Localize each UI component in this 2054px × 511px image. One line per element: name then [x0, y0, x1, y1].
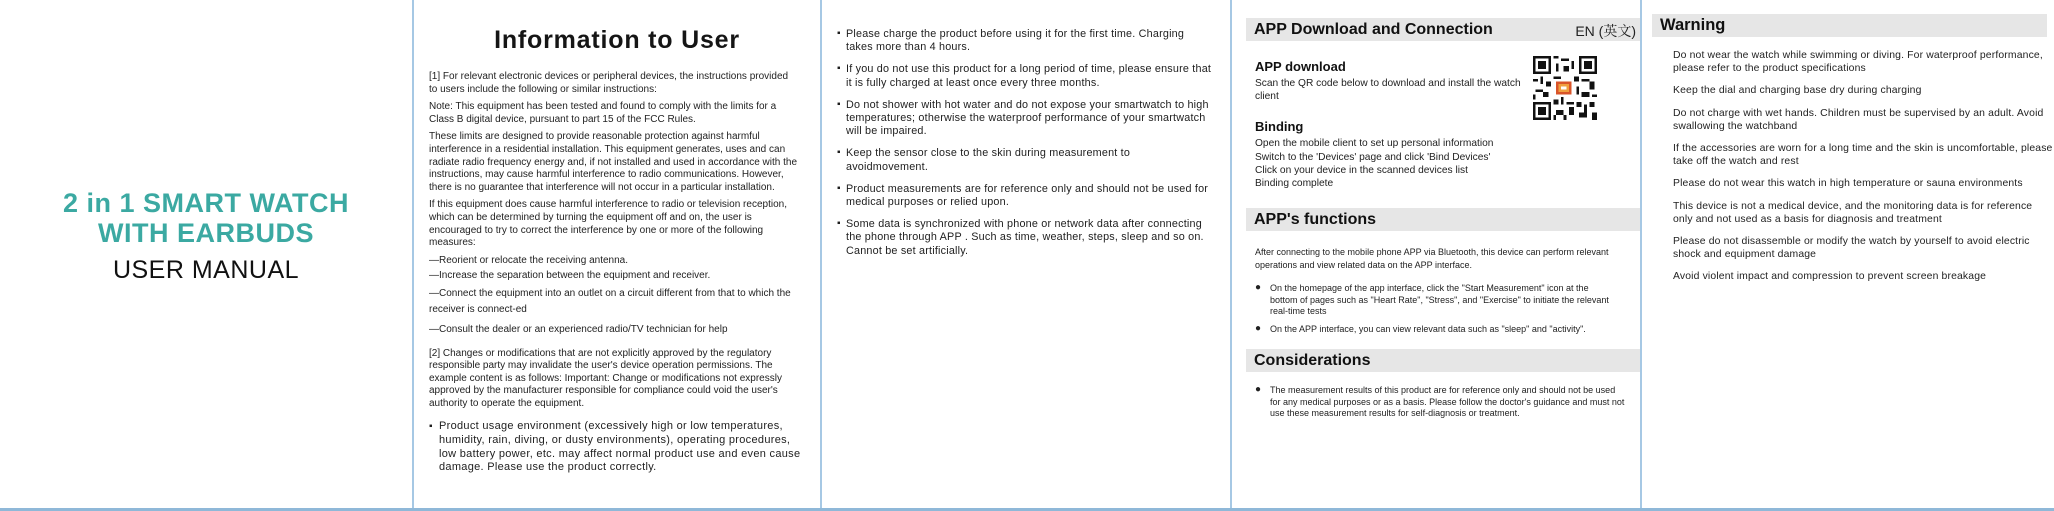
binding-step: Open the mobile client to set up personal information — [1255, 138, 1494, 150]
info-panel — [414, 0, 820, 508]
download-heading: APP download — [1255, 59, 1346, 74]
bullet-icon: ▪ — [837, 28, 841, 39]
bullet-icon: ▪ — [837, 147, 841, 159]
functions-header — [1246, 208, 1640, 231]
note-text: If you do not use this product for a long period of time, please ensure that it is fully charged at least once every three months. — [846, 63, 1212, 89]
bullet-icon: ● — [1255, 322, 1262, 334]
bullet-icon: ▪ — [837, 63, 841, 75]
considerations-header — [1246, 349, 1640, 372]
measure-item: —Increase the separation between the equipment and receiver. — [429, 270, 711, 282]
info-heading: Information to User — [494, 26, 740, 54]
note-text: Some data is synchronized with phone or network data after connecting the phone through APP . Such as time, weather, steps, sleep and so on. Cannot be set artificially. — [846, 218, 1204, 257]
warning-item: Do not charge with wet hands. Children must be supervised by an adult. Avoid swallowing the watchband — [1673, 107, 2044, 132]
cover-panel — [0, 0, 412, 508]
warning-item: Please do not wear this watch in high temperature or sauna environments — [1673, 178, 2023, 190]
warning-item: If the accessories are worn for a long time and the skin is uncomfortable, please take off the watch and rest — [1673, 143, 2053, 168]
language-label: EN (英文) — [1575, 23, 1636, 39]
warning-list — [1652, 49, 2054, 284]
download-text: Scan the QR code below to download and install the watch client — [1255, 78, 1521, 103]
note-item — [837, 147, 1212, 173]
binding-step: Switch to the 'Devices' page and click 'Bind Devices' — [1255, 151, 1491, 163]
bullet-icon: ▪ — [837, 182, 841, 194]
note-text: Product measurements are for reference only and should not be used for medical purposes or relied upon. — [846, 182, 1209, 209]
functions-bullet-text: On the APP interface, you can view relevant data such as "sleep" and "activity". — [1270, 323, 1586, 334]
qr-code-icon[interactable] — [1533, 56, 1597, 120]
app-panel — [1232, 0, 1640, 508]
note-item — [837, 218, 1212, 258]
usage-note — [429, 420, 804, 474]
warning-item: Do not wear the watch while swimming or diving. For waterproof performance, please refer to the product specifications — [1673, 50, 2043, 75]
info-para-3: These limits are designed to provide reasonable protection against harmful interference in a residential installation. This equipment generates, uses and can radiate radio frequency energy and, if not installed and used in accordance with the instructions, may cause harmful interference to radio communications. However, there is no guarantee that interference will not occur in a particular installation. — [429, 131, 798, 193]
measure-item: —Reorient or relocate the receiving antenna. — [429, 254, 629, 266]
cover-subtitle: USER MANUAL — [112, 256, 300, 284]
functions-bullet — [1255, 283, 1615, 318]
considerations-text: The measurement results of this product are for reference only and should not be used for any medical purposes or as a basis. Please follow the doctor's guidance and must not use these measurement results for self-diagnosis or treatment. — [1270, 385, 1625, 419]
functions-bullet — [1255, 324, 1615, 336]
bullet-icon: ● — [1255, 282, 1262, 294]
binding-step: Binding complete — [1255, 178, 1334, 190]
bullet-icon: ● — [1255, 384, 1262, 396]
cover-title — [0, 188, 412, 248]
binding-step: Click on your device in the scanned devices list — [1255, 164, 1468, 176]
usage-note-text: Product usage environment (excessively high or low temperatures, humidity, rain, diving, or dusty environments), operating procedures, low battery power, etc. may affect normal product use and even cause damage. Please use the product correctly. — [439, 420, 801, 474]
note-item — [837, 183, 1212, 209]
note-item — [837, 63, 1212, 89]
info-para-1: [1] For relevant electronic devices or peripheral devices, the instructions provided to users include the following or similar instructions: — [429, 71, 789, 95]
note-item — [837, 99, 1212, 139]
app-section-title: APP Download and Connection — [1254, 21, 1493, 38]
functions-bullet-text: On the homepage of the app interface, click the "Start Measurement" icon at the bottom of pages such as "Heart Rate", "Stress", and "Exercise" to initiate the relevant real-time tests — [1270, 283, 1609, 317]
note-text: Please charge the product before using it for the first time. Charging takes more than 4 hours. — [846, 28, 1185, 54]
warning-item: Keep the dial and charging base dry during charging — [1673, 85, 1922, 97]
warning-header — [1652, 14, 2047, 37]
warning-item: This device is not a medical device, and the monitoring data is for reference only and not used as a basis for diagnosis and treatment — [1673, 200, 2033, 225]
warning-item: Avoid violent impact and compression to prevent screen breakage — [1673, 271, 1987, 283]
info-para-2: Note: This equipment has been tested and found to comply with the limits for a Class B digital device, pursuant to part 15 of the FCC Rules. — [429, 101, 777, 125]
binding-heading: Binding — [1255, 119, 1304, 135]
info-para-5: [2] Changes or modifications that are not explicitly approved by the regulatory responsible party may invalidate the user's device operation permissions. The example content is as follows: Important: Change or modifications not expressly approved by the manufacturer responsible for compliance could void the user's authority to operate the equipment. — [429, 347, 782, 409]
cover-title-line1: 2 in 1 SMART WATCH — [62, 188, 349, 218]
bullet-icon: ▪ — [837, 98, 841, 110]
notes-panel — [822, 0, 1230, 508]
warning-item: Please do not disassemble or modify the watch by yourself to avoid electric shock and equipment damage — [1673, 236, 2030, 261]
bullet-icon: ▪ — [837, 218, 841, 230]
info-para-4: If this equipment does cause harmful interference to radio or television reception, which can be determined by turning the equipment off and on, the user is encouraged to try to correct the interference by one or more of the following measures: — [429, 199, 787, 249]
note-text: Do not shower with hot water and do not expose your smartwatch to high temperatures; otherwise the waterproof performance of your smartwatch will be impaired. — [846, 98, 1209, 138]
warning-panel — [1642, 0, 2054, 508]
functions-title: APP's functions — [1254, 211, 1377, 229]
considerations-title: Considerations — [1254, 352, 1371, 370]
cover-title-line2: WITH EARBUDS — [98, 218, 314, 248]
note-text: Keep the sensor close to the skin during measurement to avoidmovement. — [846, 147, 1131, 173]
app-section-header — [1246, 18, 1640, 41]
measure-item: —Consult the dealer or an experienced radio/TV technician for help — [429, 323, 728, 335]
note-item — [837, 28, 1212, 54]
binding-steps — [1246, 137, 1640, 190]
warning-title: Warning — [1660, 16, 1726, 34]
measure-item: —Connect the equipment into an outlet on a circuit different from that to which the receiver is connect-ed — [429, 287, 791, 315]
functions-intro: After connecting to the mobile phone APP via Bluetooth, this device can perform relevant operations and view related data on the APP interface. — [1255, 247, 1609, 270]
considerations-bullet — [1255, 385, 1627, 420]
bullet-icon: ▪ — [429, 421, 433, 433]
